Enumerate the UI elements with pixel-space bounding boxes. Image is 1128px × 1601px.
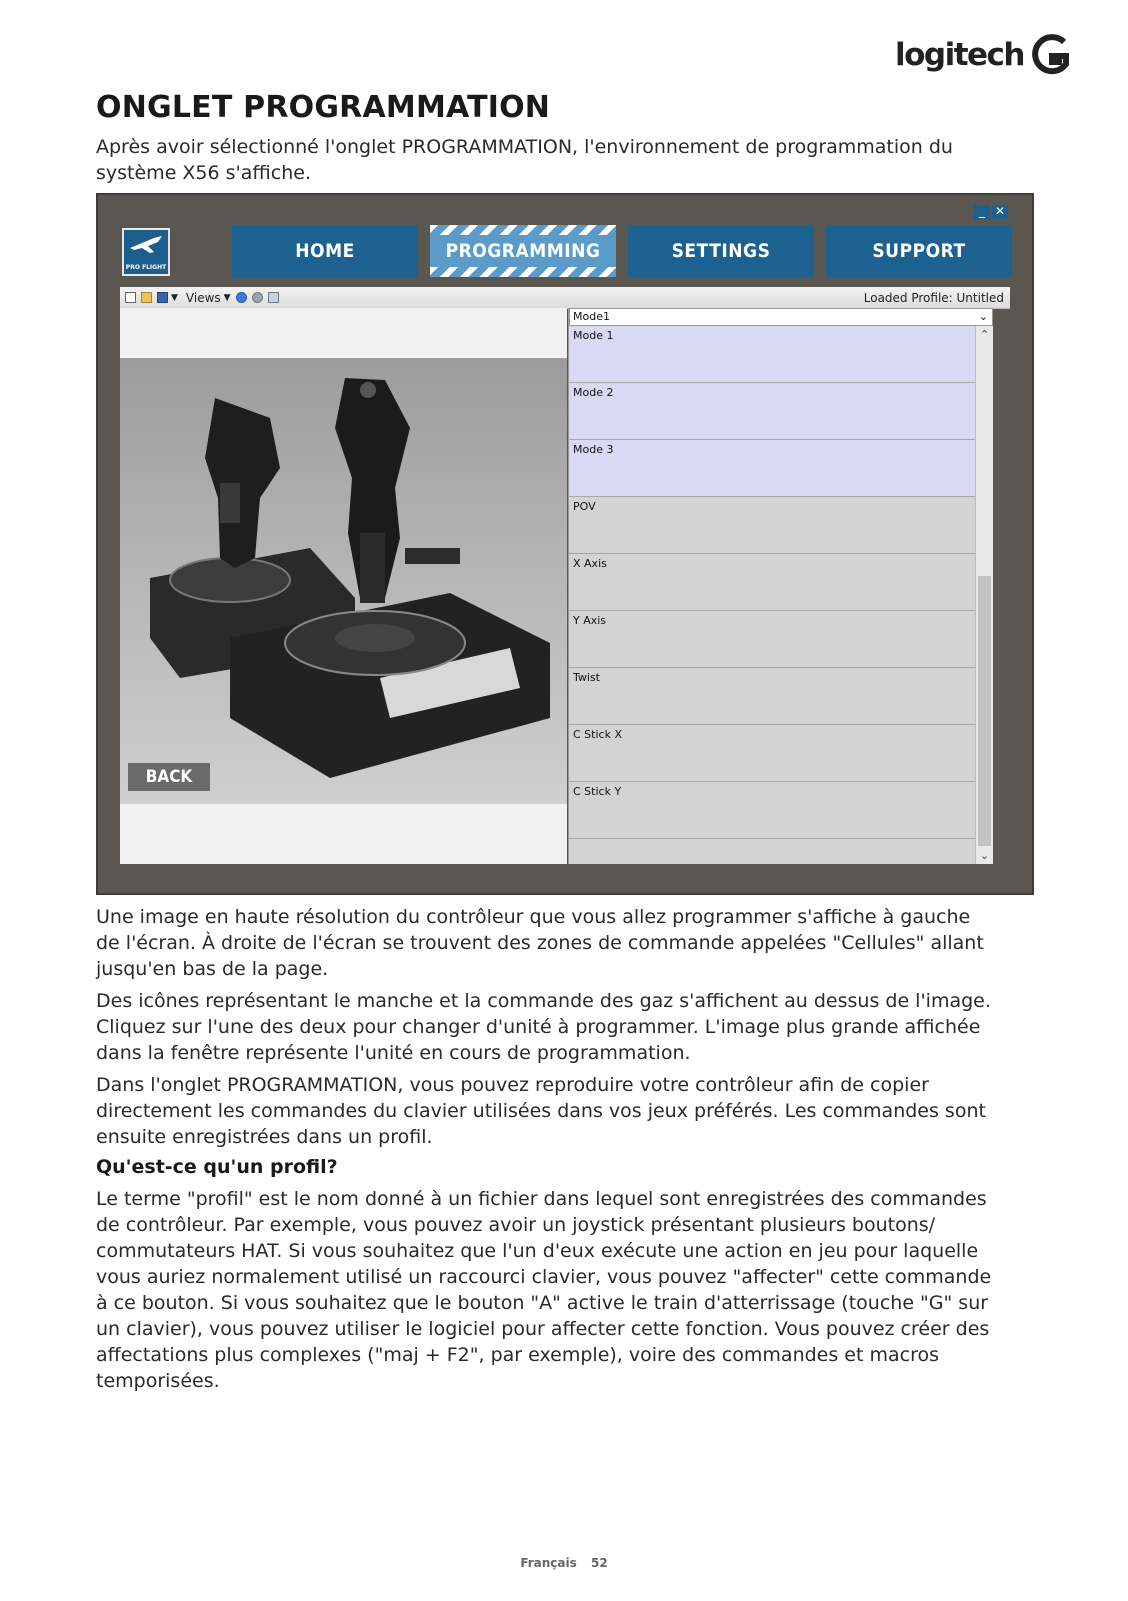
hotas-illustration xyxy=(120,358,567,804)
cells-scrollbar[interactable] xyxy=(975,326,993,864)
cell-pov[interactable]: POV xyxy=(569,497,975,554)
pro-flight-logo xyxy=(122,228,170,276)
toolbar xyxy=(120,287,1010,309)
pro-flight-logo-text: PRO FLIGHT xyxy=(125,264,167,271)
cell-y-axis[interactable]: Y Axis xyxy=(569,611,975,668)
minimize-button[interactable]: _ xyxy=(974,205,990,219)
close-button[interactable]: ✕ xyxy=(992,205,1008,219)
save-icon[interactable] xyxy=(157,292,168,303)
nav-settings[interactable]: SETTINGS xyxy=(628,225,814,277)
chevron-down-icon[interactable]: ▼ xyxy=(223,292,231,303)
cell-mode-2[interactable]: Mode 2 xyxy=(569,383,975,440)
scrollbar-thumb[interactable] xyxy=(978,576,991,846)
logo-wordmark: logitech xyxy=(894,37,1024,73)
chevron-down-icon[interactable]: ⌄ xyxy=(978,310,988,323)
window-controls xyxy=(974,205,1008,219)
chevron-down-icon[interactable]: ▼ xyxy=(171,292,178,303)
cell-twist[interactable]: Twist xyxy=(569,668,975,725)
logitech-logo xyxy=(895,34,1070,76)
page-number: 52 xyxy=(590,1556,608,1570)
page-title: ONGLET PROGRAMMATION xyxy=(96,90,551,125)
scroll-down-icon[interactable]: ⌄ xyxy=(979,849,990,862)
main-nav xyxy=(232,225,1012,277)
paragraph-3: Dans l'onglet PROGRAMMATION, vous pouvez reproduire votre contrôleur afin de copier directement les commandes du clavier utilisées dans vos jeux préférés. Les commandes sont ensuite enregistrées dans un profil. xyxy=(96,1074,986,1148)
logitech-g-icon xyxy=(1032,34,1070,76)
controller-image xyxy=(120,358,567,804)
views-menu[interactable]: Views xyxy=(185,290,221,305)
cell-mode-1[interactable]: Mode 1 xyxy=(569,326,975,383)
controller-image-panel xyxy=(120,308,567,864)
scroll-up-icon[interactable]: ⌃ xyxy=(979,328,990,341)
nav-programming[interactable]: PROGRAMMING xyxy=(430,225,616,277)
nav-support[interactable]: SUPPORT xyxy=(826,225,1012,277)
cell-list xyxy=(569,326,975,839)
cell-c-stick-x[interactable]: C Stick X xyxy=(569,725,975,782)
page-footer xyxy=(0,1556,1128,1570)
intro-text: Après avoir sélectionné l'onglet PROGRAMMATION, l'environnement de programmation du système X56 s'affiche. xyxy=(96,136,953,184)
answer-paragraph: Le terme "profil" est le nom donné à un fichier dans lequel sont enregistrées des commandes de contrôleur. Par exemple, vous pouvez avoir un joystick présentant plusieurs boutons/ commutateurs HAT. Si vous souhaitez que l'un d'eux exécute une action en jeu pour laquelle vous auriez normalement utilisé un raccourci clavier, vous pouvez "affecter" cette commande à ce bouton. Si vous souhaitez que le bouton "A" active le train d'atterrissage (touche "G" sur un clavier), vous pouvez utiliser le logiciel pour affecter cette fonction. Vous pouvez créer des affectations plus complexes ("maj + F2", par exemple), voire des commandes et macros temporisées. xyxy=(96,1188,992,1392)
footer-language: Français xyxy=(520,1556,577,1570)
print-icon[interactable] xyxy=(268,292,279,303)
mode-dropdown-value: Mode1 xyxy=(573,310,610,323)
open-folder-icon[interactable] xyxy=(141,292,152,303)
new-file-icon[interactable] xyxy=(125,292,136,303)
nav-home[interactable]: HOME xyxy=(232,225,418,277)
controller-icon[interactable] xyxy=(236,292,247,303)
mode-dropdown[interactable] xyxy=(569,308,993,326)
cells-panel xyxy=(568,308,993,864)
gear-icon[interactable] xyxy=(252,292,263,303)
section-heading: Qu'est-ce qu'un profil? xyxy=(96,1156,338,1178)
jet-icon xyxy=(124,230,168,260)
software-window xyxy=(96,193,1034,895)
back-button[interactable]: BACK xyxy=(128,763,210,791)
cell-x-axis[interactable]: X Axis xyxy=(569,554,975,611)
loaded-profile-label: Loaded Profile: Untitled xyxy=(863,290,1004,305)
paragraph-1: Une image en haute résolution du contrôleur que vous allez programmer s'affiche à gauche de l'écran. À droite de l'écran se trouvent des zones de commande appelées "Cellules" allant jusqu'en bas de la page. xyxy=(96,906,984,980)
cell-mode-3[interactable]: Mode 3 xyxy=(569,440,975,497)
cell-c-stick-y[interactable]: C Stick Y xyxy=(569,782,975,839)
paragraph-2: Des icônes représentant le manche et la commande des gaz s'affichent au dessus de l'image. Cliquez sur l'une des deux pour changer d'unité à programmer. L'image plus grande affichée dans la fenêtre représente l'unité en cours de programmation. xyxy=(96,990,991,1064)
